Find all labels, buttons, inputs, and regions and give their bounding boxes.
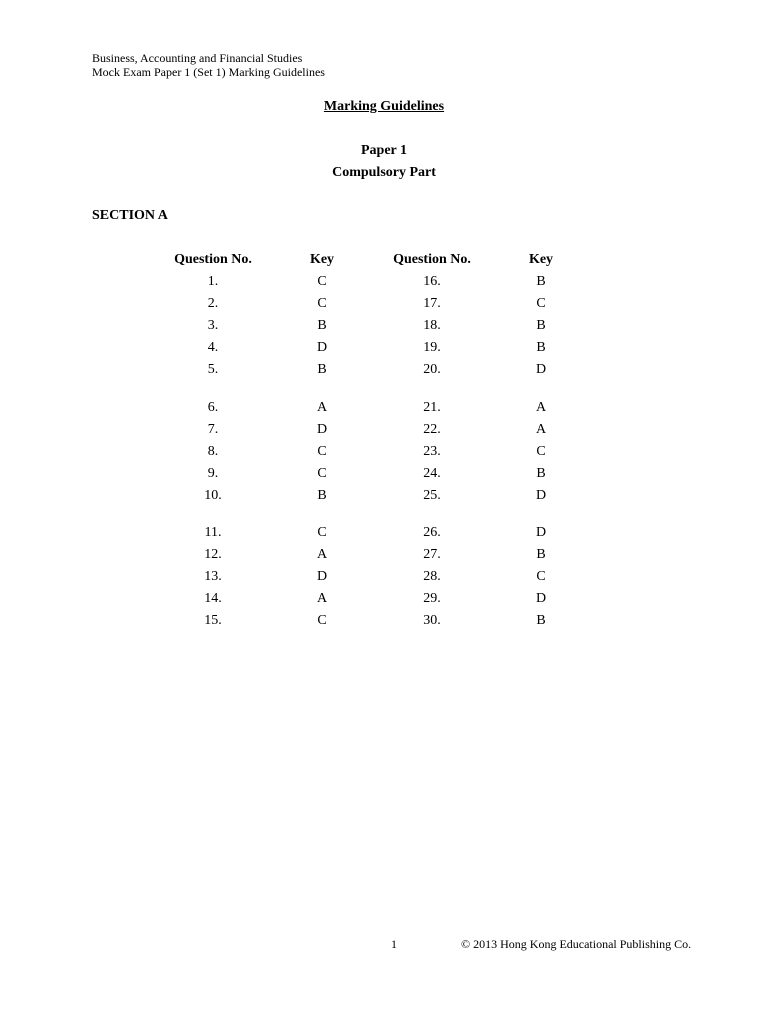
question-number-cell: 8.	[207, 444, 219, 459]
running-header-subject: Business, Accounting and Financial Studies	[92, 51, 303, 65]
answer-key-cell: A	[535, 422, 547, 437]
answer-key-cell: D	[316, 569, 328, 584]
running-header-paper: Mock Exam Paper 1 (Set 1) Marking Guidelines	[92, 65, 325, 79]
document-title: Marking Guidelines	[323, 99, 445, 114]
page-number: 1	[391, 937, 397, 951]
answer-key-cell: A	[316, 591, 328, 606]
question-number-cell: 16.	[423, 274, 441, 289]
question-number-cell: 21.	[423, 400, 441, 415]
question-number-cell: 30.	[423, 613, 441, 628]
question-number-cell: 28.	[423, 569, 441, 584]
answer-key-cell: D	[535, 525, 547, 540]
answer-key-cell: C	[317, 613, 327, 628]
question-number-cell: 1.	[207, 274, 219, 289]
answer-key-cell: D	[316, 422, 328, 437]
answer-key-cell: A	[535, 400, 547, 415]
question-number-cell: 17.	[423, 296, 441, 311]
answer-key-cell: C	[317, 274, 327, 289]
table-header-question-no: Question No.	[174, 252, 252, 267]
question-number-cell: 7.	[207, 422, 219, 437]
question-number-cell: 9.	[207, 466, 219, 481]
question-number-cell: 5.	[207, 362, 219, 377]
answer-key-cell: C	[536, 296, 546, 311]
question-number-cell: 29.	[423, 591, 441, 606]
answer-key-cell: B	[317, 488, 327, 503]
question-number-cell: 12.	[204, 547, 222, 562]
question-number-cell: 24.	[423, 466, 441, 481]
question-number-cell: 4.	[207, 340, 219, 355]
paper-title: Paper 1	[360, 143, 407, 158]
question-number-cell: 3.	[207, 318, 219, 333]
question-number-cell: 23.	[423, 444, 441, 459]
answer-key-cell: B	[536, 318, 546, 333]
question-number-cell: 26.	[423, 525, 441, 540]
answer-key-cell: D	[535, 591, 547, 606]
answer-key-cell: D	[535, 362, 547, 377]
question-number-cell: 6.	[207, 400, 219, 415]
question-number-cell: 22.	[423, 422, 441, 437]
answer-key-cell: D	[316, 340, 328, 355]
question-number-cell: 15.	[204, 613, 222, 628]
question-number-cell: 10.	[204, 488, 222, 503]
question-number-cell: 2.	[207, 296, 219, 311]
answer-key-cell: B	[536, 340, 546, 355]
section-heading: SECTION A	[92, 208, 168, 223]
answer-key-cell: B	[317, 362, 327, 377]
answer-key-cell: D	[535, 488, 547, 503]
question-number-cell: 27.	[423, 547, 441, 562]
table-header-key: Key	[528, 252, 554, 267]
answer-key-cell: C	[317, 444, 327, 459]
copyright-notice: © 2013 Hong Kong Educational Publishing Co.	[461, 937, 692, 951]
answer-key-cell: C	[317, 296, 327, 311]
answer-key-cell: B	[317, 318, 327, 333]
question-number-cell: 20.	[423, 362, 441, 377]
answer-key-cell: C	[536, 569, 546, 584]
part-title: Compulsory Part	[332, 165, 436, 180]
question-number-cell: 19.	[423, 340, 441, 355]
answer-key-cell: B	[536, 547, 546, 562]
question-number-cell: 25.	[423, 488, 441, 503]
answer-key-cell: B	[536, 274, 546, 289]
question-number-cell: 11.	[204, 525, 222, 540]
table-header-question-no: Question No.	[393, 252, 471, 267]
answer-key-cell: C	[317, 466, 327, 481]
answer-key-cell: B	[536, 466, 546, 481]
question-number-cell: 14.	[204, 591, 222, 606]
answer-key-cell: C	[317, 525, 327, 540]
table-header-key: Key	[309, 252, 335, 267]
answer-key-cell: A	[316, 547, 328, 562]
answer-key-cell: C	[536, 444, 546, 459]
answer-key-cell: A	[316, 400, 328, 415]
answer-key-cell: B	[536, 613, 546, 628]
question-number-cell: 18.	[423, 318, 441, 333]
question-number-cell: 13.	[204, 569, 222, 584]
